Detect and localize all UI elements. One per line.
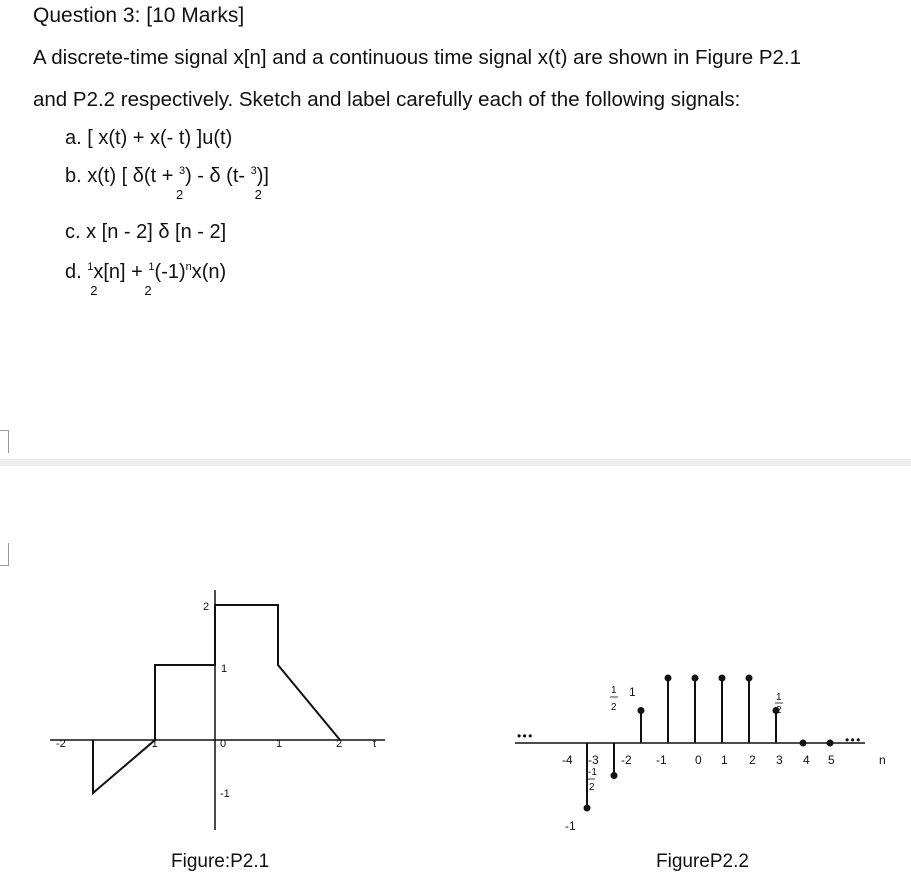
fig2-point-n4 bbox=[800, 740, 807, 747]
fig1-ytick-minus1: -1 bbox=[220, 788, 230, 800]
item-b-frac-1: $^3$ 2 bbox=[175, 165, 186, 202]
item-d-frac-2: $^1$ 2 bbox=[144, 261, 155, 298]
fig2-tick-0: 0 bbox=[695, 753, 702, 767]
page-divider bbox=[0, 459, 911, 466]
fig1-tick-minus1: -1 bbox=[148, 738, 158, 750]
fig2-point-n-2 bbox=[638, 707, 645, 714]
fig2-label-half-right-den: 2 bbox=[776, 705, 782, 716]
item-b-part2: ) - δ (t- bbox=[185, 165, 251, 187]
margin-mark-top bbox=[0, 430, 9, 453]
fig2-tick-minus3: -3 bbox=[588, 753, 599, 767]
figure-p21-plot bbox=[40, 585, 400, 840]
fig2-label-one: 1 bbox=[629, 685, 636, 699]
fig2-point-n-3 bbox=[611, 772, 618, 779]
fig1-tick-0: 0 bbox=[220, 738, 227, 750]
fig1-tick-1: 1 bbox=[276, 738, 283, 750]
fig2-tick-minus2: -2 bbox=[621, 753, 632, 767]
fig2-tick-4: 4 bbox=[803, 753, 810, 767]
question-title: Question 3: [10 Marks] bbox=[33, 4, 245, 27]
item-b-part1: b. x(t) [ δ(t + bbox=[65, 165, 179, 187]
question-line-2: and P2.2 respectively. Sketch and label carefully each of the following signals: bbox=[33, 88, 741, 111]
fig2-label-neg-half-den: 2 bbox=[589, 782, 595, 793]
fig2-label-half-left-den: 2 bbox=[611, 702, 617, 713]
fig2-ellipsis-left: • • • bbox=[517, 729, 532, 743]
item-a: a. [ x(t) + x(- t) ]u(t) bbox=[65, 127, 233, 149]
item-b bbox=[65, 165, 269, 202]
fig2-tick-1: 1 bbox=[721, 753, 728, 767]
fig1-axis-label-t: t bbox=[373, 738, 377, 750]
question-line-1: A discrete-time signal x[n] and a continuous time signal x(t) are shown in Figure P2.1 bbox=[33, 46, 801, 69]
fig1-tick-2: 2 bbox=[336, 738, 343, 750]
fig2-label-minus-one: -1 bbox=[565, 819, 576, 833]
margin-mark-bottom bbox=[0, 543, 9, 566]
fig2-point-n2 bbox=[746, 675, 753, 682]
figure-p22-plot bbox=[505, 640, 905, 850]
figure-p21-caption: Figure:P2.1 bbox=[171, 851, 270, 872]
fig2-point-n1 bbox=[719, 675, 726, 682]
fig2-label-half-left-num: 1 bbox=[611, 685, 617, 696]
fig2-tick-2: 2 bbox=[749, 753, 756, 767]
fig2-label-neg-half-num: -1 bbox=[588, 767, 597, 778]
fig2-axis-label-n: n bbox=[879, 753, 886, 767]
fig2-point-n-1 bbox=[665, 675, 672, 682]
fig2-tick-minus1: -1 bbox=[656, 753, 667, 767]
item-b-frac-2: $^3$ 2 bbox=[250, 165, 262, 202]
fig1-signal-curve bbox=[93, 605, 343, 793]
fig2-tick-minus4: -4 bbox=[562, 753, 573, 767]
item-d: d. $^1$ 2 x[n] + $^1$ 2 $(-1)^nx(n)$ bbox=[65, 261, 227, 298]
fig1-ytick-2: 2 bbox=[203, 601, 210, 613]
fig1-ytick-1: 1 bbox=[221, 663, 228, 675]
item-b-part3: )] bbox=[256, 165, 269, 187]
fig2-tick-5: 5 bbox=[828, 753, 835, 767]
fig2-point-n0 bbox=[692, 675, 699, 682]
fig2-ellipsis-right: • • • bbox=[845, 733, 860, 747]
fig2-tick-3: 3 bbox=[776, 753, 783, 767]
fig2-point-n-4 bbox=[584, 805, 591, 812]
item-d-frac-1: $^1$ 2 bbox=[87, 261, 98, 298]
figure-p22-caption: FigureP2.2 bbox=[656, 851, 749, 872]
fig2-label-half-right-num: 1 bbox=[776, 692, 782, 703]
fig2-point-n5 bbox=[827, 740, 834, 747]
fig1-tick-minus2: -2 bbox=[56, 738, 66, 750]
item-c: c. x [n - 2] δ [n - 2] bbox=[65, 221, 227, 243]
